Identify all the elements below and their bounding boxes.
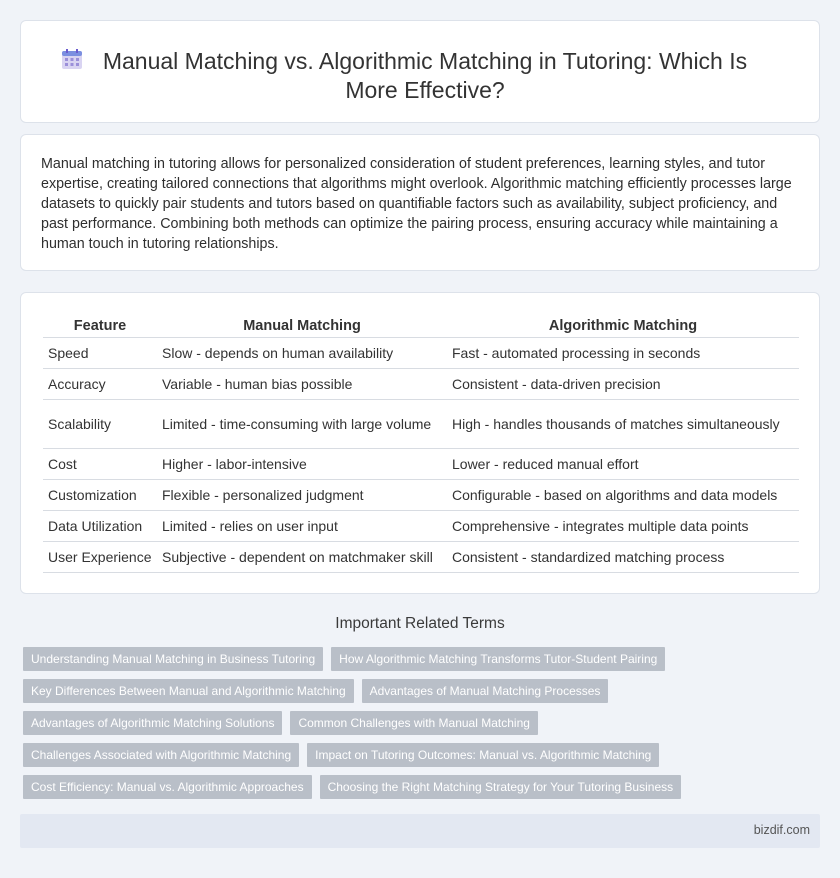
manual-cell: Limited - time-consuming with large volume: [157, 399, 447, 448]
algorithmic-cell: Lower - reduced manual effort: [447, 448, 799, 479]
feature-cell: Customization: [43, 479, 157, 510]
feature-cell: Speed: [43, 337, 157, 368]
intro-paragraph: Manual matching in tutoring allows for personalized consideration of student preferences, learning styles, and tutor expertise, creating tailored connections that algorithms might overlook. Algorithmic matching efficiently processes large datasets to quickly pair students and tutors based on quantifiable factors such as availability, subject proficiency, and past performance. Combining both methods can optimize the pairing process, ensuring accuracy while maintaining a human touch in tutoring relationships.: [41, 156, 792, 252]
algorithmic-cell: Configurable - based on algorithms and data models: [447, 479, 799, 510]
related-term-link[interactable]: Advantages of Algorithmic Matching Solutions: [23, 711, 282, 735]
table-row: [43, 399, 799, 448]
table-row: [43, 368, 799, 399]
related-term-link[interactable]: Advantages of Manual Matching Processes: [362, 679, 609, 703]
feature-cell: Accuracy: [43, 368, 157, 399]
algorithmic-cell: Comprehensive - integrates multiple data points: [447, 510, 799, 541]
feature-cell: Scalability: [43, 399, 157, 448]
related-term-link[interactable]: Key Differences Between Manual and Algorithmic Matching: [23, 679, 354, 703]
related-term-link[interactable]: Understanding Manual Matching in Business Tutoring: [23, 647, 323, 671]
table-row: [43, 448, 799, 479]
algorithmic-cell: Fast - automated processing in seconds: [447, 337, 799, 368]
manual-cell: Subjective - dependent on matchmaker skill: [157, 541, 447, 572]
related-term-link[interactable]: Impact on Tutoring Outcomes: Manual vs. Algorithmic Matching: [307, 743, 659, 767]
related-term-link[interactable]: Choosing the Right Matching Strategy for Your Tutoring Business: [320, 775, 682, 799]
feature-cell: User Experience: [43, 541, 157, 572]
column-header-feature: Feature: [43, 316, 157, 337]
table-row: [43, 510, 799, 541]
comparison-table: [43, 316, 799, 573]
table-header-row: [43, 316, 799, 337]
related-terms-heading: Important Related Terms: [335, 615, 505, 632]
feature-cell: Cost: [43, 448, 157, 479]
intro-card: [20, 134, 820, 271]
table-row: [43, 541, 799, 572]
manual-cell: Flexible - personalized judgment: [157, 479, 447, 510]
column-header-algorithmic: Algorithmic Matching: [447, 316, 799, 337]
related-terms-list: [23, 647, 723, 807]
feature-cell: Data Utilization: [43, 510, 157, 541]
manual-cell: Limited - relies on user input: [157, 510, 447, 541]
footer-site-link[interactable]: bizdif.com: [753, 823, 810, 837]
column-header-manual: Manual Matching: [157, 316, 447, 337]
page-title: Manual Matching vs. Algorithmic Matching in Tutoring: Which Is More Effective?: [102, 48, 748, 103]
footer: [20, 814, 820, 848]
algorithmic-cell: High - handles thousands of matches simultaneously: [447, 399, 799, 448]
related-term-link[interactable]: How Algorithmic Matching Transforms Tutor-Student Pairing: [331, 647, 665, 671]
manual-cell: Variable - human bias possible: [157, 368, 447, 399]
related-term-link[interactable]: Common Challenges with Manual Matching: [290, 711, 537, 735]
manual-cell: Higher - labor-intensive: [157, 448, 447, 479]
table-row: [43, 479, 799, 510]
title-card: [20, 20, 820, 123]
related-term-link[interactable]: Cost Efficiency: Manual vs. Algorithmic Approaches: [23, 775, 312, 799]
table-row: [43, 337, 799, 368]
comparison-table-card: [20, 292, 820, 594]
algorithmic-cell: Consistent - standardized matching process: [447, 541, 799, 572]
algorithmic-cell: Consistent - data-driven precision: [447, 368, 799, 399]
manual-cell: Slow - depends on human availability: [157, 337, 447, 368]
related-term-link[interactable]: Challenges Associated with Algorithmic Matching: [23, 743, 299, 767]
